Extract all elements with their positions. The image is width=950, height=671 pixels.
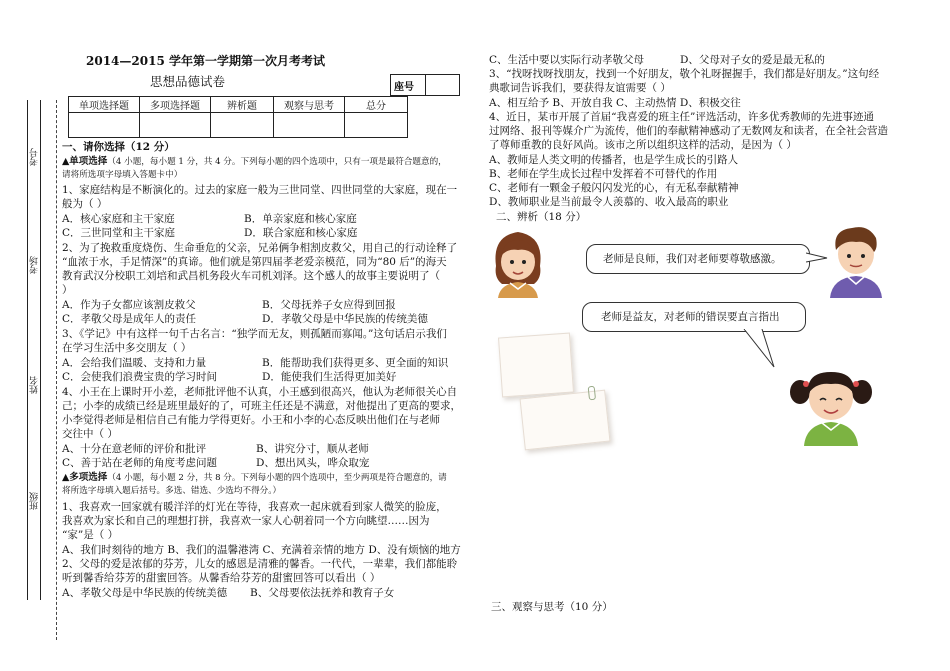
score-header-multi: 多项选择题 — [140, 97, 211, 113]
multi-note-2: 将所选字母填入题后括号。多选、错选、少选均不得分。） — [62, 486, 282, 496]
m4-stem-1: 4、近日，某市开展了首届“我喜爱的班主任”评选活动，许多优秀教师的先进事迹通 — [489, 111, 874, 123]
name-label: 姓名 — [30, 376, 40, 394]
paper-note-2 — [520, 390, 611, 451]
speech-bubble-1 — [586, 244, 810, 274]
q4-option-b: B、讲究分寸，顺从老师 — [256, 443, 369, 455]
m4-option-a: A、教师是人类文明的传播者，也是学生成长的引路人 — [489, 154, 739, 166]
m2-option-a: A、孝敬父母是中华民族的传统美德 — [62, 587, 228, 599]
q2-stem-1: 2、为了挽救重度烧伤、生命垂危的父亲，兄弟俩争相割皮救父，用自己的行动诠释了 — [62, 242, 458, 254]
q2-option-a: A．作为子女都应该割皮救父 — [62, 299, 196, 311]
q2-option-b: B．父母抚养子女应得到回报 — [262, 299, 396, 311]
paper-note-1 — [498, 333, 574, 398]
m1-stem-3: “家”是（ ） — [62, 529, 119, 541]
score-table — [68, 96, 408, 138]
room-label: 考场 — [30, 256, 40, 274]
m2-stem-2: 听到馨香给芬芳的甜蜜回答。从馨香给芬芳的甜蜜回答可以看出（ ） — [62, 572, 381, 584]
q4-option-c: C、善于站在老师的角度考虑问题 — [62, 457, 218, 469]
single-note-1: ▲单项选择（4 小题，每小题 1 分，共 4 分。下列每小题的四个选项中，只有一项是最符合题意的， — [62, 156, 447, 167]
score-header-analysis: 辨析题 — [211, 97, 274, 113]
section3-heading: 三、观察与思考（10 分） — [491, 601, 613, 613]
m1-stem-1: 1、我喜欢一回家就有暖洋洋的灯光在等待，我喜欢一起床就看到家人微笑的脸庞， — [62, 501, 447, 513]
bubble-text-1: 老师是良师，我们对老师要尊敬感激。 — [603, 253, 782, 265]
q1-option-c: C．三世同堂和主干家庭 — [62, 227, 176, 239]
score-header-total: 总分 — [345, 97, 408, 113]
score-header-observe: 观察与思考 — [274, 97, 345, 113]
q1-stem-2: 般为（ ） — [62, 198, 108, 210]
bubble-text-2: 老师是益友，对老师的错误要直言指出 — [601, 311, 780, 323]
q3-stem-2: 在学习生活中多交朋友（ ） — [62, 342, 192, 354]
speech-bubble-2 — [582, 302, 806, 332]
m2-option-b: B、父母要依法抚养和教育子女 — [250, 587, 395, 599]
score-cell[interactable] — [274, 113, 345, 138]
score-cell[interactable] — [211, 113, 274, 138]
seat-label: 座号 — [394, 82, 414, 93]
q4-stem-3: 小李觉得老师是相信自己有能力学得更好。小王和小李的心态反映出他们在与老师 — [62, 414, 440, 426]
m2-option-c: C、生活中要以实际行动孝敬父母 — [489, 54, 645, 66]
m4-option-b: B、老师在学生成长过程中发挥着不可替代的作用 — [489, 168, 718, 180]
m4-stem-2: 过网络、报刊等媒介广为流传，他们的奉献精神感动了无数网友和读者，在全社会营造 — [489, 125, 888, 137]
single-note-2: 请将所选项字母填入答题卡中） — [62, 170, 183, 180]
girl-illustration-1 — [488, 226, 548, 298]
multi-note-1: ▲多项选择（4 小题，每小题 2 分，共 8 分。下列每小题的四个选项中，至少两项是符合题意的，请 — [62, 472, 447, 483]
q1-option-a: A．核心家庭和主干家庭 — [62, 213, 175, 225]
m2-stem-1: 2、父母的爱是浓郁的芬芳，儿女的感恩是清雅的馨香。一代代，一辈辈，我们都能聆 — [62, 558, 458, 570]
section1-heading: 一、请你选择（12 分） — [62, 141, 175, 153]
score-cell[interactable] — [345, 113, 408, 138]
q4-stem-4: 交往中（ ） — [62, 428, 118, 440]
score-cell[interactable] — [69, 113, 140, 138]
single-label: ▲单项选择 — [62, 156, 108, 167]
q2-option-d: D．孝敬父母是中华民族的传统美德 — [262, 313, 428, 325]
m4-option-c: C、老师有一颗金子般闪闪发光的心，有无私奉献精神 — [489, 182, 739, 194]
score-header-single: 单项选择题 — [69, 97, 140, 113]
m1-options: A、我们时刻待的地方 B、我们的温馨港湾 C、充满着亲情的地方 D、没有烦恼的地方 — [62, 544, 461, 556]
q2-option-c: C．孝敬父母是成年人的责任 — [62, 313, 197, 325]
bubble-tail-2 — [740, 329, 780, 369]
multi-label: ▲多项选择 — [62, 472, 108, 483]
m4-option-d: D、教师职业是当前最令人羡慕的、收入最高的职业 — [489, 196, 729, 208]
section2-heading: 二、辨析（18 分） — [496, 211, 587, 223]
q3-option-b: B．能帮助我们获得更多、更全面的知识 — [262, 357, 449, 369]
m3-options: A、相互给予 B、开放自我 C、主动热情 D、积极交往 — [489, 97, 741, 109]
q4-option-d: D、想出风头，哗众取宠 — [256, 457, 370, 469]
boy-illustration — [822, 220, 890, 298]
exam-subtitle: 思想品德试卷 — [150, 74, 226, 89]
q1-option-b: B．单亲家庭和核心家庭 — [244, 213, 357, 225]
binding-line — [40, 100, 41, 600]
q2-stem-3: 教育武汉分校职工刘培和武昌机务段火车司机刘泽。这个感人的故事主要说明了（ — [62, 270, 440, 282]
q4-option-a: A、十分在意老师的评价和批评 — [62, 443, 207, 455]
q3-option-c: C．会使我们浪费宝贵的学习时间 — [62, 371, 218, 383]
q4-stem-1: 4、小王在上课时开小差，老师批评他不认真，小王感到很高兴，他认为老师很关心自 — [62, 386, 458, 398]
q3-option-d: D．能使我们生活得更加美好 — [262, 371, 397, 383]
binding-underline — [27, 100, 28, 600]
exam-title: 2014—2015 学年第一学期第一次月考考试 — [86, 54, 325, 68]
girl-illustration-2 — [786, 362, 876, 446]
q2-stem-2: “血浓于水，手足情深”的真谛。他们就是第四届孝老爱亲模范，同为“80 后”的海天 — [62, 256, 447, 268]
seat-box — [390, 74, 460, 96]
m2-option-d: D、父母对子女的爱是最无私的 — [680, 54, 825, 66]
m3-stem-1: 3、“找呀找呀找朋友，找到一个好朋友，敬个礼呀握握手，我们都是好朋友。”这句经 — [489, 68, 880, 80]
m3-stem-2: 典歌词告诉我们，要获得友谊需要（ ） — [489, 82, 671, 94]
q3-option-a: A．会给我们温暖、支持和力量 — [62, 357, 207, 369]
m1-stem-2: 我喜欢为家长和自己的理想打拼，我喜欢一家人心朝着同一个方向眺望……因为 — [62, 515, 430, 527]
m4-stem-3: 了尊师重教的良好风尚。该市之所以组织这样的活动，是因为（ ） — [489, 139, 797, 151]
seal-line — [56, 100, 57, 640]
q1-option-d: D．联合家庭和核心家庭 — [244, 227, 358, 239]
bubble-tail-1 — [806, 252, 828, 264]
exam-no-label: 考号 — [30, 148, 40, 166]
class-label: 班级 — [30, 492, 40, 510]
q4-stem-2: 己；小李的成绩已经是班里最好的了，可班主任还是不满意，对他提出了更高的要求， — [62, 400, 461, 412]
q2-stem-4: ） — [62, 284, 73, 296]
score-cell[interactable] — [140, 113, 211, 138]
q1-stem-1: 1、家庭结构是不断演化的。过去的家庭一般为三世同堂、四世同堂的大家庭，现在一 — [62, 184, 458, 196]
q3-stem-1: 3、《学记》中有这样一句千古名言：“独学而无友，则孤陋而寡闻。”这句话启示我们 — [62, 328, 447, 340]
